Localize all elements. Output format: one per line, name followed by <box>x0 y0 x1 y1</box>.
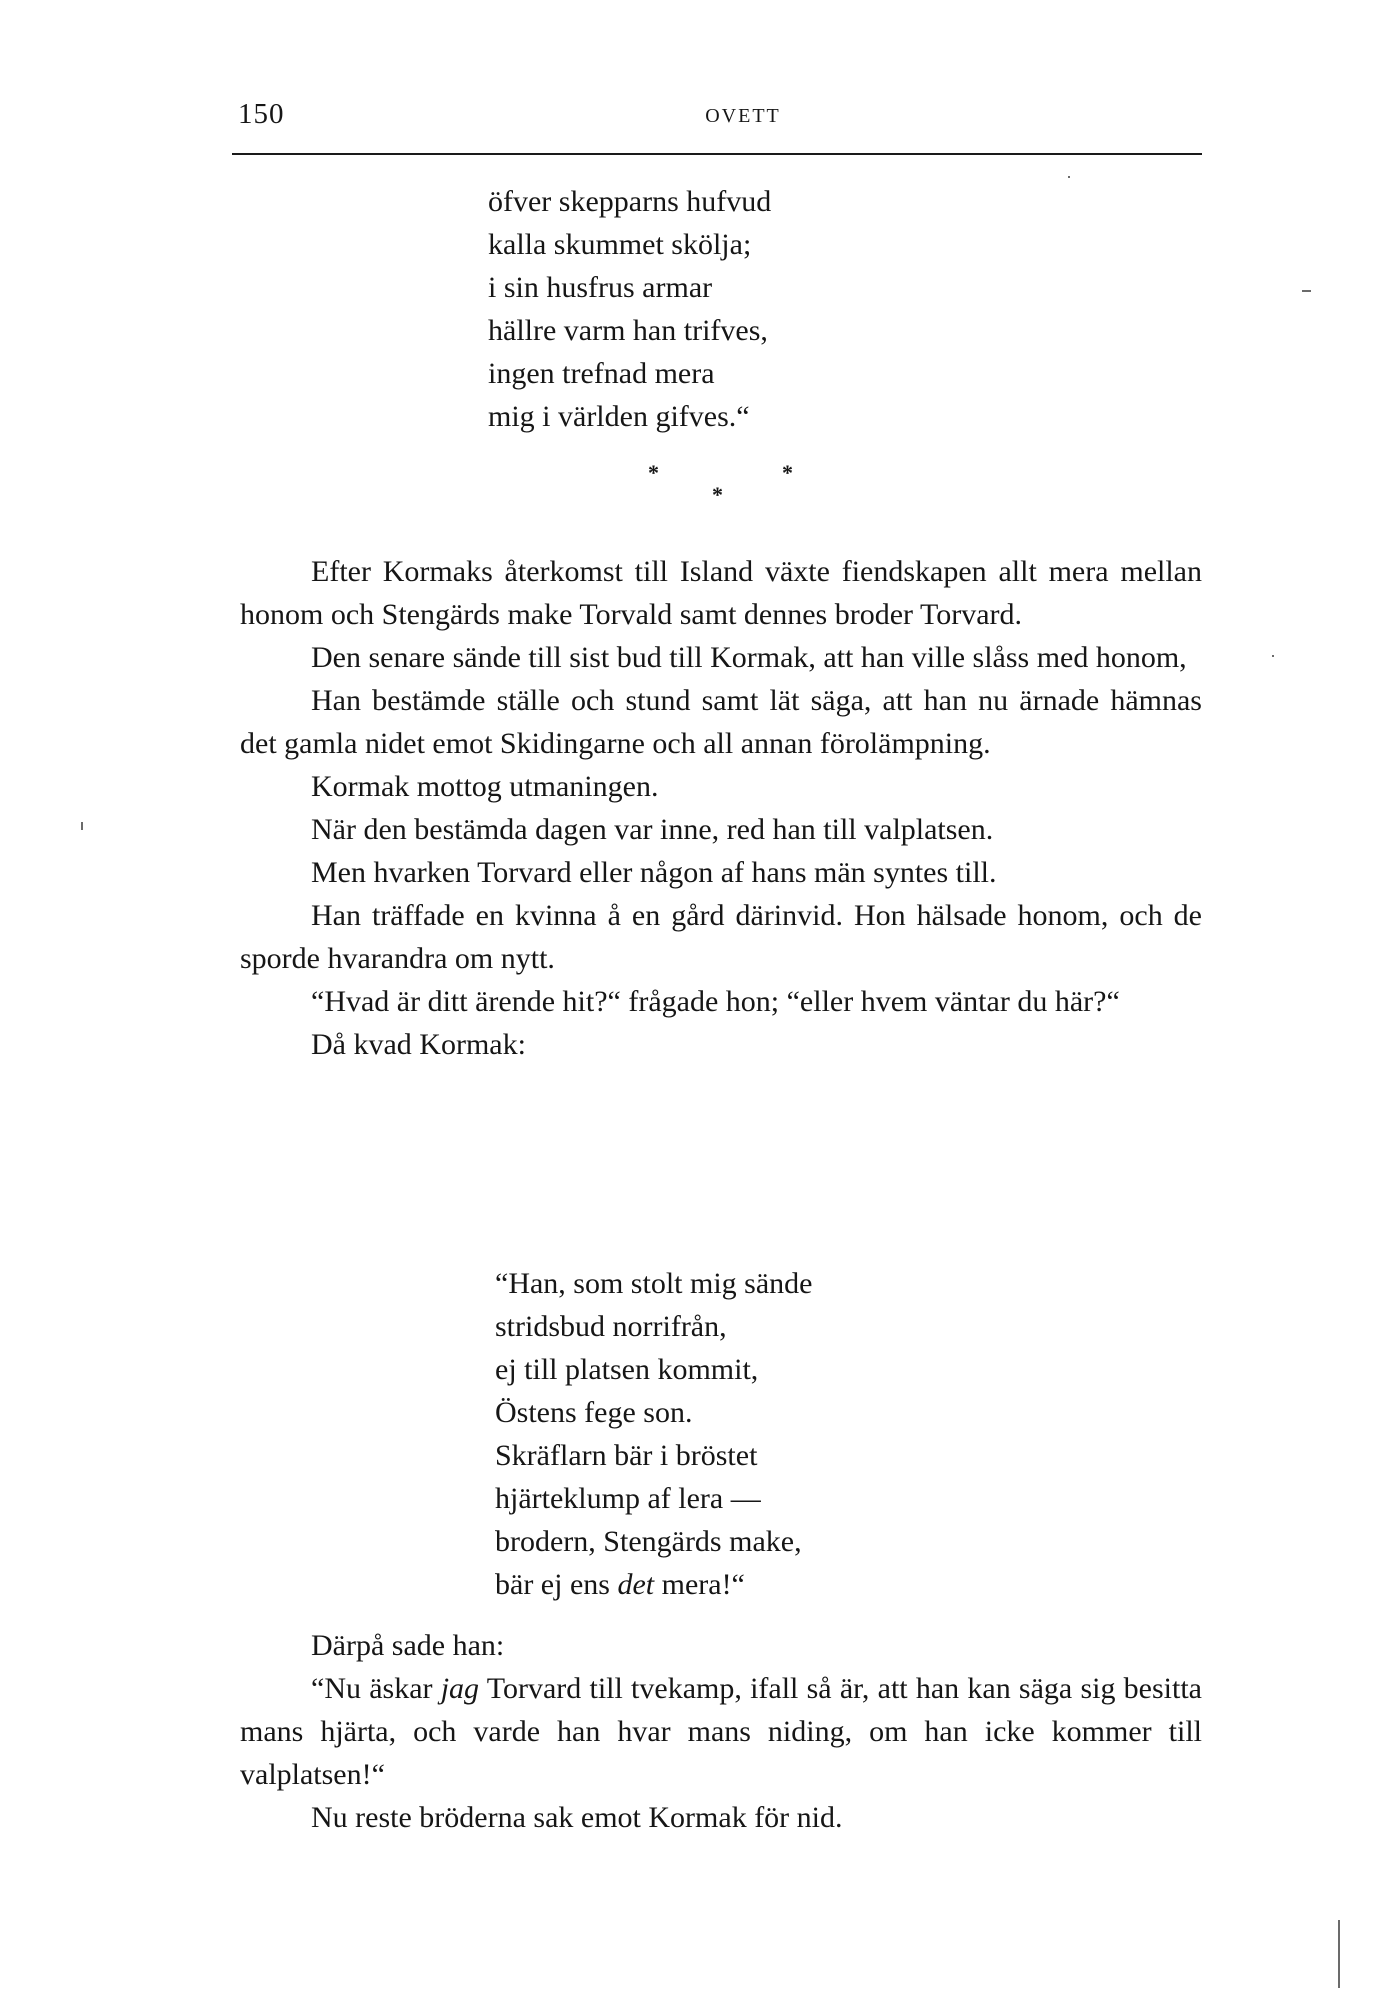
verse-line: Östens fege son. <box>495 1396 693 1429</box>
verse-line: i sin husfrus armar <box>488 271 713 304</box>
page-number: 150 <box>238 98 285 130</box>
verse-stanza-1 <box>488 180 771 438</box>
scan-speck <box>81 822 83 830</box>
verse-stanza-2 <box>495 1262 812 1606</box>
paragraph: Därpå sade han: <box>311 1629 505 1662</box>
header-rule <box>232 153 1202 155</box>
paragraph: När den bestämda dagen var inne, red han till valplatsen. <box>311 813 994 846</box>
verse-line: “Han, som stolt mig sände <box>495 1267 813 1300</box>
verse-line: hjärteklump af lera — <box>495 1482 761 1515</box>
running-head: OVETT <box>705 105 781 127</box>
prose-block-1 <box>240 550 1202 1066</box>
paragraph: Men hvarken Torvard eller någon af hans män syntes till. <box>311 856 997 889</box>
verse-line: mig i världen gifves.“ <box>488 400 750 433</box>
paragraph: Han bestämde ställe och stund samt lät säga, att han nu ärnade hämnas det gamla nidet emot Skidingarne och all annan förolämpning. <box>240 684 1202 760</box>
verse-line: stridsbud norrifrån, <box>495 1310 727 1343</box>
paragraph: Han träffade en kvinna å en gård därinvid. Hon hälsade honom, och de sporde hvarandra om nytt. <box>240 899 1202 975</box>
separator-asterisk: * <box>712 482 723 507</box>
paragraph-text: Torvard till tvekamp, ifall så är, att han kan säga sig besitta mans hjärta, och varde han hvar mans niding, om han icke kommer till valplatsen!“ <box>240 1672 1202 1791</box>
verse-text: mera!“ <box>654 1568 745 1601</box>
verse-line-last <box>495 1563 812 1606</box>
paragraph: Efter Kormaks återkomst till Island växte fiendskapen allt mera mellan honom och Stengärds make Torvald samt dennes broder Torvard. <box>240 555 1202 631</box>
scan-speck <box>1338 1920 1340 1988</box>
verse-text: bär ej ens <box>495 1568 618 1601</box>
paragraph <box>240 1667 1202 1796</box>
paragraph: Kormak mottog utmaningen. <box>311 770 659 803</box>
prose-block-2 <box>240 1624 1202 1839</box>
paragraph: Den senare sände till sist bud till Kormak, att han ville slåss med honom, <box>311 641 1187 674</box>
section-separator <box>640 460 800 510</box>
emphasized-word: det <box>617 1568 655 1601</box>
page-header <box>238 98 1200 138</box>
scan-speck <box>1272 655 1274 657</box>
verse-line: brodern, Stengärds make, <box>495 1525 802 1558</box>
verse-line: hällre varm han trifves, <box>488 314 768 347</box>
paragraph: “Hvad är ditt ärende hit?“ frågade hon; “eller hvem väntar du här?“ <box>311 985 1120 1018</box>
verse-line: ingen trefnad mera <box>488 357 715 390</box>
paragraph-text: “Nu äskar <box>311 1672 441 1705</box>
verse-line: Skräflarn bär i bröstet <box>495 1439 758 1472</box>
verse-line: öfver skepparns hufvud <box>488 185 772 218</box>
separator-asterisk: * <box>782 460 793 485</box>
verse-line: ej till platsen kommit, <box>495 1353 759 1386</box>
paragraph: Nu reste bröderna sak emot Kormak för nid. <box>311 1801 843 1834</box>
verse-line: kalla skummet skölja; <box>488 228 752 261</box>
paragraph: Då kvad Kormak: <box>311 1028 526 1061</box>
separator-asterisk: * <box>648 460 659 485</box>
scan-speck <box>1302 290 1311 292</box>
emphasized-word: jag <box>440 1672 480 1705</box>
scan-speck <box>1068 176 1070 178</box>
